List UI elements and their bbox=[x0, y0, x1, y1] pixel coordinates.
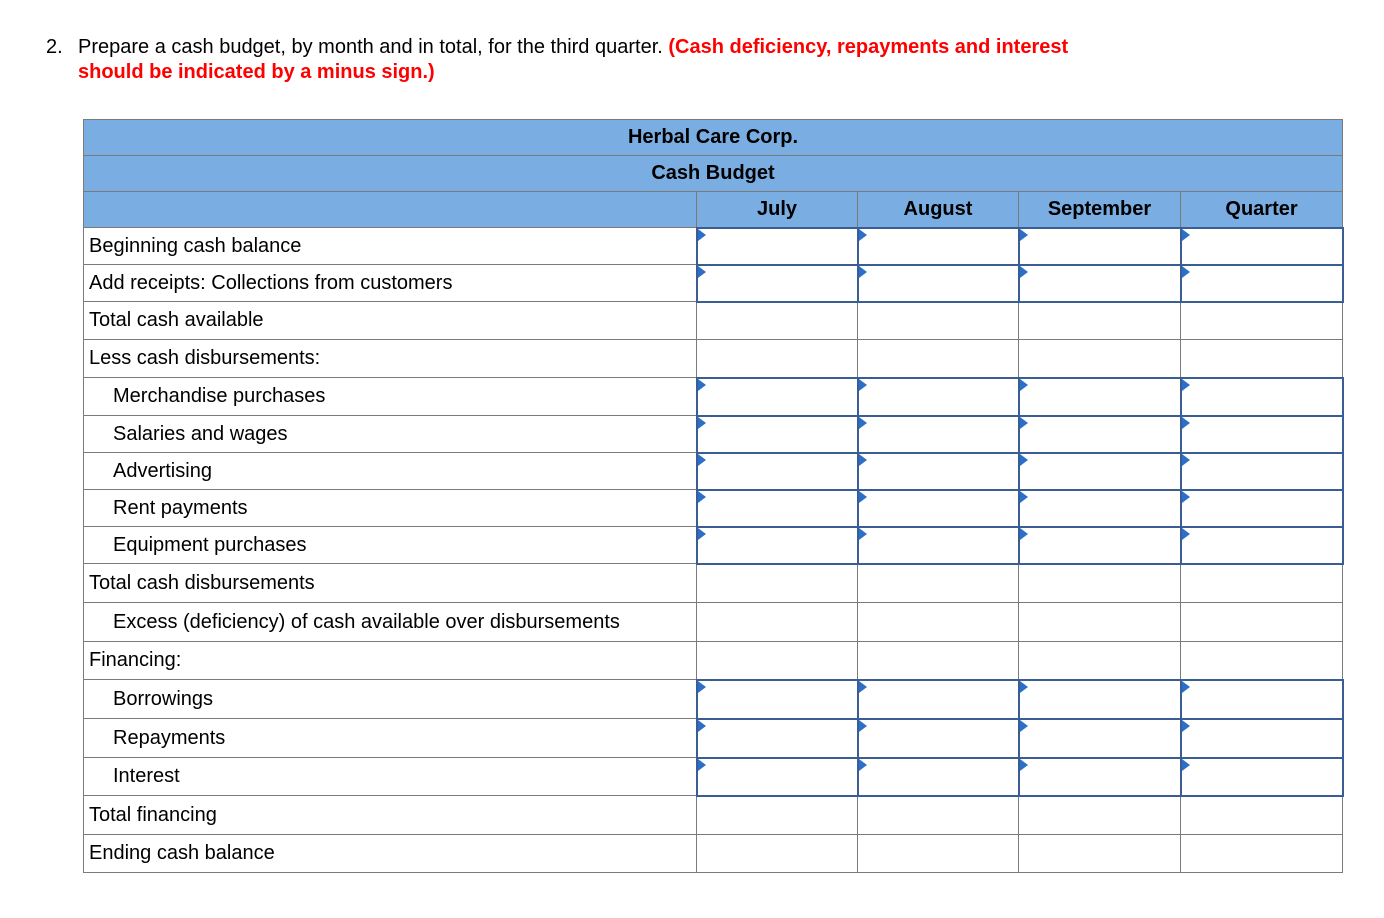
cell-marker-icon bbox=[1020, 379, 1028, 391]
amount-input[interactable] bbox=[859, 759, 1018, 795]
row-label: Total financing bbox=[84, 796, 697, 835]
input-cell[interactable] bbox=[1181, 680, 1343, 719]
question-number: 2. bbox=[46, 36, 63, 58]
amount-input[interactable] bbox=[698, 759, 857, 795]
row-label: Repayments bbox=[84, 719, 697, 758]
amount-input[interactable] bbox=[698, 681, 857, 718]
table-row bbox=[84, 340, 1343, 378]
value-cell bbox=[858, 340, 1019, 378]
table-row bbox=[84, 758, 1343, 796]
value-cell bbox=[1019, 835, 1181, 873]
instruction-note: (Cash deficiency, repayments and interest should be indicated by a minus sign.) bbox=[78, 36, 1069, 83]
cell-marker-icon bbox=[1182, 720, 1190, 732]
amount-input[interactable] bbox=[859, 417, 1018, 452]
title-row bbox=[84, 156, 1343, 192]
amount-input[interactable] bbox=[1020, 759, 1180, 795]
input-cell[interactable] bbox=[858, 416, 1019, 453]
cell-marker-icon bbox=[698, 681, 706, 693]
cell-marker-icon bbox=[859, 720, 867, 732]
input-cell[interactable] bbox=[1019, 228, 1181, 265]
amount-input[interactable] bbox=[859, 379, 1018, 415]
input-cell[interactable] bbox=[1181, 758, 1343, 796]
input-cell[interactable] bbox=[1019, 680, 1181, 719]
cell-marker-icon bbox=[1020, 417, 1028, 429]
input-cell[interactable] bbox=[697, 527, 858, 564]
value-cell bbox=[858, 642, 1019, 680]
input-cell[interactable] bbox=[1181, 453, 1343, 490]
value-cell bbox=[697, 302, 858, 340]
cell-marker-icon bbox=[1182, 528, 1190, 540]
row-label: Merchandise purchases bbox=[84, 378, 697, 416]
cell-marker-icon bbox=[698, 720, 706, 732]
input-cell[interactable] bbox=[697, 758, 858, 796]
column-header-september: September bbox=[1019, 192, 1181, 228]
input-cell[interactable] bbox=[697, 228, 858, 265]
row-label: Interest bbox=[84, 758, 697, 796]
value-cell bbox=[697, 642, 858, 680]
cell-marker-icon bbox=[859, 229, 867, 241]
row-label: Less cash disbursements: bbox=[84, 340, 697, 378]
input-cell[interactable] bbox=[1019, 378, 1181, 416]
amount-input[interactable] bbox=[859, 681, 1018, 718]
input-cell[interactable] bbox=[1181, 490, 1343, 527]
input-cell[interactable] bbox=[697, 490, 858, 527]
amount-input[interactable] bbox=[1020, 454, 1180, 489]
cell-marker-icon bbox=[859, 454, 867, 466]
table-row bbox=[84, 302, 1343, 340]
row-label: Total cash disbursements bbox=[84, 564, 697, 603]
input-cell[interactable] bbox=[1019, 416, 1181, 453]
instruction bbox=[46, 35, 1106, 85]
input-cell[interactable] bbox=[858, 680, 1019, 719]
value-cell bbox=[1181, 642, 1343, 680]
table-row bbox=[84, 490, 1343, 527]
value-cell bbox=[697, 340, 858, 378]
row-label: Salaries and wages bbox=[84, 416, 697, 453]
table-row bbox=[84, 642, 1343, 680]
amount-input[interactable] bbox=[1182, 229, 1342, 264]
input-cell[interactable] bbox=[858, 719, 1019, 758]
column-header-august: August bbox=[858, 192, 1019, 228]
input-cell[interactable] bbox=[1181, 527, 1343, 564]
value-cell bbox=[1019, 302, 1181, 340]
input-cell[interactable] bbox=[1019, 758, 1181, 796]
value-cell bbox=[697, 835, 858, 873]
row-label: Add receipts: Collections from customers bbox=[84, 265, 697, 302]
value-cell bbox=[697, 564, 858, 603]
input-cell[interactable] bbox=[858, 228, 1019, 265]
cell-marker-icon bbox=[1182, 454, 1190, 466]
instruction-text: Prepare a cash budget, by month and in total, for the third quarter. bbox=[78, 36, 663, 58]
input-cell[interactable] bbox=[1181, 265, 1343, 302]
cell-marker-icon bbox=[859, 491, 867, 503]
cell-marker-icon bbox=[698, 454, 706, 466]
amount-input[interactable] bbox=[698, 379, 857, 415]
cell-marker-icon bbox=[859, 417, 867, 429]
amount-input[interactable] bbox=[1182, 759, 1342, 795]
value-cell bbox=[1181, 835, 1343, 873]
input-cell[interactable] bbox=[858, 527, 1019, 564]
table-row bbox=[84, 796, 1343, 835]
cell-marker-icon bbox=[1182, 266, 1190, 278]
input-cell[interactable] bbox=[1181, 719, 1343, 758]
table-row bbox=[84, 265, 1343, 302]
row-label: Excess (deficiency) of cash available over disbursements bbox=[84, 603, 697, 642]
amount-input[interactable] bbox=[698, 229, 857, 264]
amount-input[interactable] bbox=[1020, 720, 1180, 757]
amount-input[interactable] bbox=[859, 266, 1018, 301]
value-cell bbox=[1019, 340, 1181, 378]
cell-marker-icon bbox=[859, 759, 867, 771]
cell-marker-icon bbox=[1182, 229, 1190, 241]
row-label: Borrowings bbox=[84, 680, 697, 719]
cell-marker-icon bbox=[1182, 417, 1190, 429]
cell-marker-icon bbox=[859, 528, 867, 540]
cell-marker-icon bbox=[1020, 720, 1028, 732]
value-cell bbox=[1181, 302, 1343, 340]
input-cell[interactable] bbox=[858, 265, 1019, 302]
value-cell bbox=[697, 796, 858, 835]
amount-input[interactable] bbox=[698, 528, 857, 563]
table-row bbox=[84, 527, 1343, 564]
cell-marker-icon bbox=[698, 266, 706, 278]
row-label: Beginning cash balance bbox=[84, 228, 697, 265]
cell-marker-icon bbox=[698, 379, 706, 391]
company-name: Herbal Care Corp. bbox=[84, 120, 1343, 156]
row-label: Total cash available bbox=[84, 302, 697, 340]
cell-marker-icon bbox=[1020, 266, 1028, 278]
input-cell[interactable] bbox=[858, 758, 1019, 796]
amount-input[interactable] bbox=[1182, 266, 1342, 301]
value-cell bbox=[858, 564, 1019, 603]
cell-marker-icon bbox=[859, 681, 867, 693]
amount-input[interactable] bbox=[698, 720, 857, 757]
cell-marker-icon bbox=[1020, 759, 1028, 771]
input-cell[interactable] bbox=[1181, 416, 1343, 453]
value-cell bbox=[697, 603, 858, 642]
input-cell[interactable] bbox=[858, 490, 1019, 527]
amount-input[interactable] bbox=[859, 491, 1018, 526]
cell-marker-icon bbox=[1182, 681, 1190, 693]
amount-input[interactable] bbox=[859, 720, 1018, 757]
cell-marker-icon bbox=[1020, 454, 1028, 466]
amount-input[interactable] bbox=[1020, 229, 1180, 264]
row-label: Rent payments bbox=[84, 490, 697, 527]
amount-input[interactable] bbox=[1020, 379, 1180, 415]
input-cell[interactable] bbox=[697, 265, 858, 302]
column-header-blank bbox=[84, 192, 697, 228]
value-cell bbox=[1181, 340, 1343, 378]
cell-marker-icon bbox=[1020, 528, 1028, 540]
budget-title: Cash Budget bbox=[84, 156, 1343, 192]
input-cell[interactable] bbox=[697, 719, 858, 758]
cell-marker-icon bbox=[859, 379, 867, 391]
value-cell bbox=[858, 835, 1019, 873]
input-cell[interactable] bbox=[1019, 527, 1181, 564]
amount-input[interactable] bbox=[859, 229, 1018, 264]
value-cell bbox=[1181, 603, 1343, 642]
value-cell bbox=[858, 796, 1019, 835]
input-cell[interactable] bbox=[697, 680, 858, 719]
table-row bbox=[84, 453, 1343, 490]
cell-marker-icon bbox=[698, 759, 706, 771]
amount-input[interactable] bbox=[859, 528, 1018, 563]
amount-input[interactable] bbox=[1182, 417, 1342, 452]
amount-input[interactable] bbox=[1182, 681, 1342, 718]
input-cell[interactable] bbox=[697, 378, 858, 416]
amount-input[interactable] bbox=[1182, 720, 1342, 757]
amount-input[interactable] bbox=[1182, 528, 1342, 563]
company-row bbox=[84, 120, 1343, 156]
column-header-july: July bbox=[697, 192, 858, 228]
amount-input[interactable] bbox=[1182, 491, 1342, 526]
row-label: Financing: bbox=[84, 642, 697, 680]
row-label: Equipment purchases bbox=[84, 527, 697, 564]
input-cell[interactable] bbox=[1019, 719, 1181, 758]
table-row bbox=[84, 680, 1343, 719]
amount-input[interactable] bbox=[698, 417, 857, 452]
value-cell bbox=[858, 603, 1019, 642]
amount-input[interactable] bbox=[698, 454, 857, 489]
input-cell[interactable] bbox=[858, 378, 1019, 416]
amount-input[interactable] bbox=[859, 454, 1018, 489]
input-cell[interactable] bbox=[697, 453, 858, 490]
input-cell[interactable] bbox=[697, 416, 858, 453]
input-cell[interactable] bbox=[858, 453, 1019, 490]
amount-input[interactable] bbox=[1020, 491, 1180, 526]
cell-marker-icon bbox=[698, 528, 706, 540]
value-cell bbox=[1019, 603, 1181, 642]
input-cell[interactable] bbox=[1019, 265, 1181, 302]
amount-input[interactable] bbox=[1182, 379, 1342, 415]
cell-marker-icon bbox=[698, 229, 706, 241]
cell-marker-icon bbox=[1020, 491, 1028, 503]
table-row bbox=[84, 228, 1343, 265]
row-label: Ending cash balance bbox=[84, 835, 697, 873]
cell-marker-icon bbox=[1020, 229, 1028, 241]
cell-marker-icon bbox=[698, 417, 706, 429]
column-header-quarter: Quarter bbox=[1181, 192, 1343, 228]
table-row bbox=[84, 416, 1343, 453]
amount-input[interactable] bbox=[1182, 454, 1342, 489]
cell-marker-icon bbox=[1182, 759, 1190, 771]
amount-input[interactable] bbox=[1020, 266, 1180, 301]
amount-input[interactable] bbox=[698, 266, 857, 301]
column-header-row bbox=[84, 192, 1343, 228]
input-cell[interactable] bbox=[1019, 490, 1181, 527]
cell-marker-icon bbox=[1182, 491, 1190, 503]
value-cell bbox=[1019, 642, 1181, 680]
table-row bbox=[84, 835, 1343, 873]
amount-input[interactable] bbox=[1020, 681, 1180, 718]
value-cell bbox=[1181, 564, 1343, 603]
cell-marker-icon bbox=[698, 491, 706, 503]
cell-marker-icon bbox=[1020, 681, 1028, 693]
input-cell[interactable] bbox=[1019, 453, 1181, 490]
input-cell[interactable] bbox=[1181, 228, 1343, 265]
value-cell bbox=[1019, 564, 1181, 603]
table-row bbox=[84, 378, 1343, 416]
value-cell bbox=[858, 302, 1019, 340]
value-cell bbox=[1019, 796, 1181, 835]
table-row bbox=[84, 719, 1343, 758]
table-row bbox=[84, 603, 1343, 642]
amount-input[interactable] bbox=[1020, 528, 1180, 563]
input-cell[interactable] bbox=[1181, 378, 1343, 416]
table-row bbox=[84, 564, 1343, 603]
value-cell bbox=[1181, 796, 1343, 835]
amount-input[interactable] bbox=[698, 491, 857, 526]
row-label: Advertising bbox=[84, 453, 697, 490]
cell-marker-icon bbox=[1182, 379, 1190, 391]
cash-budget-table bbox=[83, 119, 1344, 873]
amount-input[interactable] bbox=[1020, 417, 1180, 452]
cell-marker-icon bbox=[859, 266, 867, 278]
